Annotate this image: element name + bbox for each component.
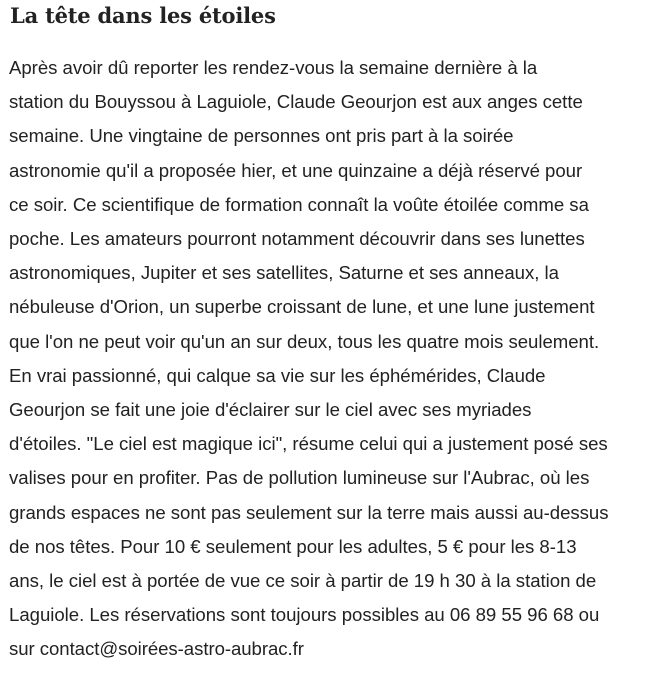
article-line: nébuleuse d'Orion, un superbe croissant de lune, et une lune justement (9, 296, 595, 318)
article-line: valises pour en profiter. Pas de pollution lumineuse sur l'Aubrac, où les (9, 467, 590, 489)
article-line: de nos têtes. Pour 10 € seulement pour les adultes, 5 € pour les 8-13 (9, 535, 577, 557)
article-line: astronomiques, Jupiter et ses satellites, Saturne et ses anneaux, la (9, 262, 559, 284)
article-line: station du Bouyssou à Laguiole, Claude Geourjon est aux anges cette (9, 91, 583, 113)
article-line: Geourjon se fait une joie d'éclairer sur le ciel avec ses myriades (9, 399, 532, 421)
article-line: Après avoir dû reporter les rendez-vous la semaine dernière à la (9, 57, 538, 78)
article-line: En vrai passionné, qui calque sa vie sur les éphémérides, Claude (9, 364, 546, 386)
article-line: astronomie qu'il a proposée hier, et une quinzaine a déjà réservé pour (9, 159, 583, 181)
article-line: Laguiole. Les réservations sont toujours possibles au 06 89 55 96 68 ou (9, 604, 600, 626)
article-title: La tête dans les étoiles (10, 3, 276, 28)
article-line: que l'on ne peut voir qu'un an sur deux, tous les quatre mois seulement. (9, 330, 600, 352)
article-body (9, 51, 655, 667)
article-line: ce soir. Ce scientifique de formation connaît la voûte étoilée comme sa (9, 193, 589, 215)
article-line: semaine. Une vingtaine de personnes ont pris part à la soirée (9, 125, 514, 147)
article-line: grands espaces ne sont pas seulement sur la terre mais aussi au-dessus (9, 501, 609, 523)
article-line: ans, le ciel est à portée de vue ce soir à partir de 19 h 30 à la station de (9, 570, 597, 592)
article-line: poche. Les amateurs pourront notamment découvrir dans ses lunettes (9, 228, 585, 250)
article-line: d'étoiles. "Le ciel est magique ici", résume celui qui a justement posé ses (9, 433, 608, 455)
article-line: sur contact@soirées-astro-aubrac.fr (9, 638, 304, 660)
